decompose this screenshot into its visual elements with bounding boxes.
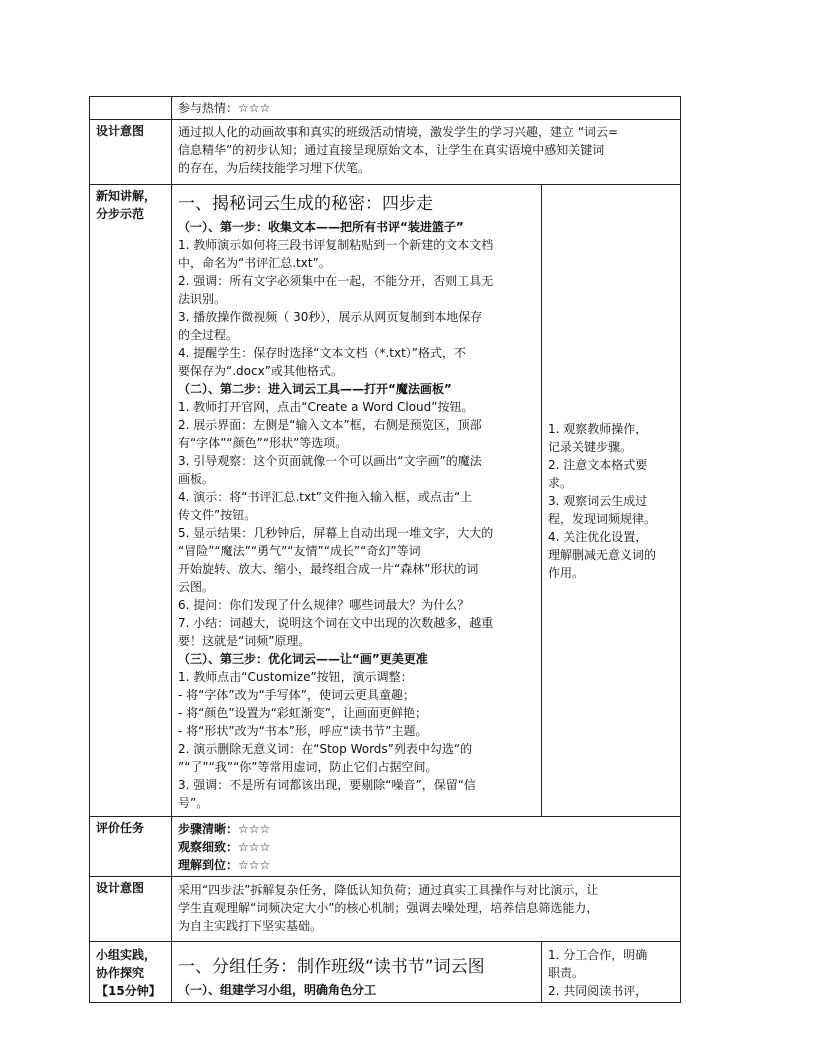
new-knowledge-heading: 一、揭秘词云生成的秘密：四步走 xyxy=(178,194,433,214)
evaluation-line: 观察细致：☆☆☆ xyxy=(178,840,271,854)
design-intent-content-2 xyxy=(172,877,681,942)
student-activity-line: 4. 关注优化设置， xyxy=(548,529,648,544)
group-activity-line: 职责。 xyxy=(548,966,585,980)
evaluation-line: 理解到位：☆☆☆ xyxy=(178,858,271,872)
section-1-line: 4. 提醒学生：保存时选择“文本文档（*.txt）”格式，不 xyxy=(178,346,467,360)
evaluation-content xyxy=(172,817,681,877)
section-2-line: 7. 小结：词越大，说明这个词在文中出现的次数越多，越重 xyxy=(178,616,494,630)
group-practice-content xyxy=(172,942,542,1003)
student-activity-line: 记录关键步骤。 xyxy=(548,439,633,454)
section-3-title: （三）、第三步：优化词云——让“画”更美更准 xyxy=(178,652,428,666)
section-2-line: 4. 演示：将“书评汇总.txt”文件拖入输入框，或点击“上 xyxy=(178,490,473,504)
new-knowledge-label xyxy=(90,185,172,817)
section-2-line: 画板。 xyxy=(178,472,215,486)
group-practice-label-line2: 协作探究 xyxy=(96,966,145,980)
participation-text: 参与热情：☆☆☆ xyxy=(178,101,271,115)
evaluation-line: 步骤清晰：☆☆☆ xyxy=(178,822,271,836)
section-2-line: 6. 提问：你们发现了什么规律？哪些词最大？为什么？ xyxy=(178,598,470,612)
new-knowledge-content xyxy=(172,185,542,817)
design-intent-row-2 xyxy=(90,877,681,942)
participation-label-cell xyxy=(90,97,172,120)
design-intent-label-1: 设计意图 xyxy=(90,120,172,185)
section-1-line: 中，命名为“书评汇总.txt”。 xyxy=(178,256,331,270)
participation-row xyxy=(90,97,681,120)
student-activity-line: 程，发现词频规律。 xyxy=(548,511,657,526)
design-intent-row-1 xyxy=(90,120,681,185)
new-knowledge-label-line2: 分步示范 xyxy=(96,207,145,221)
evaluation-row xyxy=(90,817,681,877)
section-1-line: 2. 强调：所有文字必须集中在一起，不能分开，否则工具无 xyxy=(178,274,494,288)
section-3-line: - 将“颜色”设置为“彩虹渐变”，让画面更鲜艳； xyxy=(178,706,428,720)
group-activity-line: 1. 分工合作，明确 xyxy=(548,948,648,962)
section-2-line: “冒险”“魔法”“勇气”“友情”“成长”“奇幻”等词 xyxy=(178,544,421,558)
section-3-line: - 将“形状”改为“书本”形，呼应“读书节”主题。 xyxy=(178,724,428,738)
section-2-line: 1. 教师打开官网，点击“Create a Word Cloud”按钮。 xyxy=(178,400,474,414)
section-2-line: 开始旋转、放大、缩小，最终组合成一片“森林”形状的词 xyxy=(178,562,479,576)
section-3-line: 2. 演示删除无意义词：在“Stop Words”列表中勾选“的 xyxy=(178,742,473,756)
section-3-line: 号”。 xyxy=(178,796,209,810)
section-3-line: - 将“字体”改为“手写体”，使词云更具童趣； xyxy=(178,688,416,702)
design-intent-2-line: 采用“四步法”拆解复杂任务，降低认知负荷；通过真实工具操作与对比演示，让 xyxy=(178,883,599,897)
student-activity-line: 求。 xyxy=(548,475,573,490)
design-intent-2-line: 学生直观理解“词频决定大小”的核心机制；强调去噪处理，培养信息筛选能力， xyxy=(178,901,599,915)
group-practice-subtitle: （一）、组建学习小组，明确角色分工 xyxy=(178,983,377,997)
section-2-line: 要！这就是“词频”原理。 xyxy=(178,634,311,648)
section-1-line: 1. 教师演示如何将三段书评复制粘贴到一个新建的文本文档 xyxy=(178,238,494,252)
design-intent-label-2: 设计意图 xyxy=(90,877,172,942)
student-activity-line: 2. 注意文本格式要 xyxy=(548,457,648,472)
design-intent-content-1 xyxy=(172,120,681,185)
section-2-line: 传文件”按钮。 xyxy=(178,508,257,522)
group-practice-row xyxy=(90,942,681,1003)
section-2-line: 5. 显示结果：几秒钟后，屏幕上自动出现一堆文字，大大的 xyxy=(178,526,494,540)
section-2-line: 云图。 xyxy=(178,580,215,594)
section-2-title: （二）、第二步：进入词云工具——打开“魔法画板” xyxy=(178,382,452,396)
student-activity-line: 理解删减无意义词的 xyxy=(548,547,657,562)
group-activity-line: 2. 共同阅读书评， xyxy=(548,984,648,998)
student-activity-line: 作用。 xyxy=(548,565,585,580)
new-knowledge-label-line1: 新知讲解， xyxy=(96,189,157,203)
section-2-line: 有“字体”“颜色”“形状”等选项。 xyxy=(178,436,348,450)
lesson-plan-table xyxy=(89,96,681,1003)
student-activity-line: 3. 观察词云生成过 xyxy=(548,493,648,508)
group-practice-heading: 一、分组任务：制作班级“读书节”词云图 xyxy=(178,957,485,977)
group-practice-label xyxy=(90,942,172,1003)
new-knowledge-row xyxy=(90,185,681,817)
section-1-line: 法识别。 xyxy=(178,292,227,306)
section-3-line: 1. 教师点击“Customize”按钮，演示调整： xyxy=(178,670,413,684)
section-1-line: 要保存为“.docx”或其他格式。 xyxy=(178,364,343,378)
group-practice-label-line3: 【15分钟】 xyxy=(96,984,161,998)
section-1-title: （一）、第一步：收集文本——把所有书评“装进篮子” xyxy=(178,220,464,234)
design-intent-2-line: 为自主实践打下坚实基础。 xyxy=(178,919,323,933)
design-intent-1-line: 的存在，为后续技能学习埋下伏笔。 xyxy=(178,161,371,175)
section-2-line: 2. 展示界面：左侧是“输入文本”框，右侧是预览区，顶部 xyxy=(178,418,482,432)
design-intent-1-line: 通过拟人化的动画故事和真实的班级活动情境，激发学生的学习兴趣，建立 “词云= xyxy=(178,125,619,139)
section-1-line: 的全过程。 xyxy=(178,328,239,342)
participation-cell xyxy=(172,97,681,120)
student-activity-line: 1. 观察教师操作， xyxy=(548,421,648,436)
section-3-line: 3. 强调：不是所有词都该出现，要剔除“噪音”，保留“信 xyxy=(178,778,476,792)
section-2-line: 3. 引导观察：这个页面就像一个可以画出“文字画”的魔法 xyxy=(178,454,482,468)
student-activity-cell xyxy=(542,185,681,817)
section-1-line: 3. 播放操作微视频（ 30秒），展示从网页复制到本地保存 xyxy=(178,310,483,324)
group-practice-label-line1: 小组实践， xyxy=(96,948,157,962)
group-activity-cell xyxy=(542,942,681,1003)
design-intent-1-line: 信息精华”的初步认知；通过直接呈现原始文本，让学生在真实语境中感知关键词 xyxy=(178,143,605,157)
evaluation-label: 评价任务 xyxy=(90,817,172,877)
section-3-line: ”“了”“我”“你”等常用虚词，防止它们占据空间。 xyxy=(178,760,438,774)
